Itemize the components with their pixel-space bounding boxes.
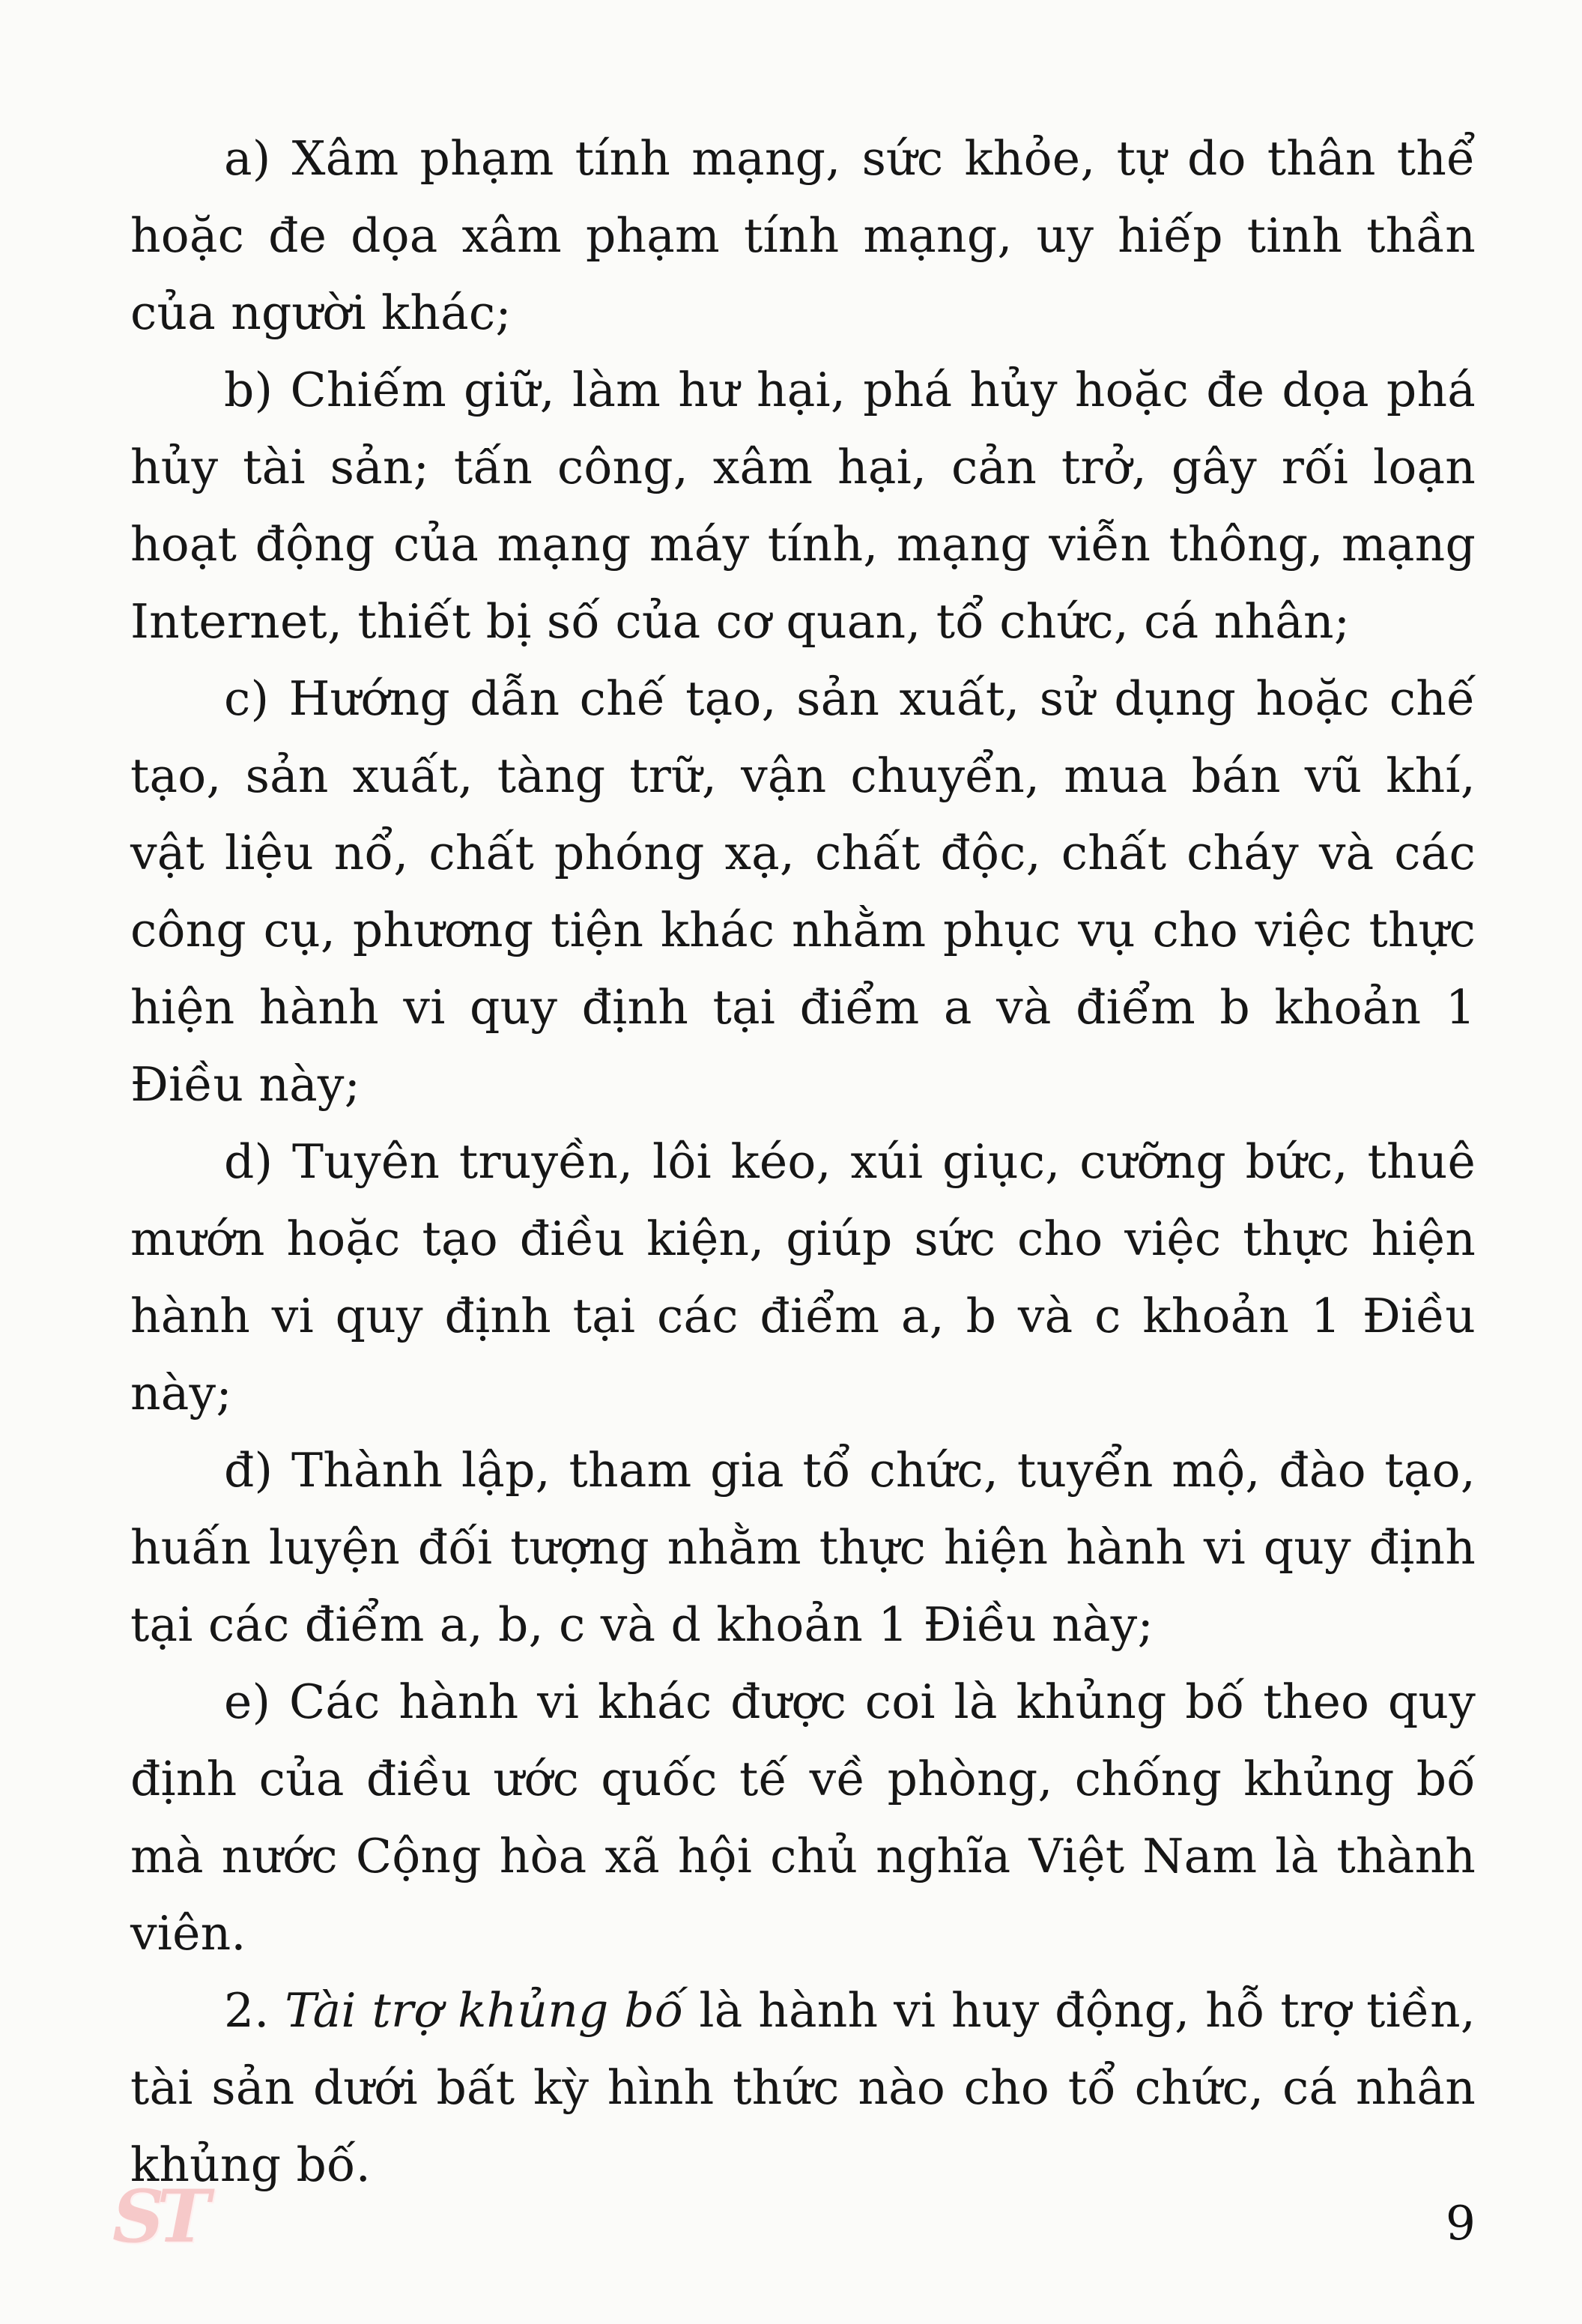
definition-text: là hành vi huy động, hỗ trợ tiền, tài sản dưới bất kỳ hình thức nào cho tổ chức, cá nhân khủng bố. (130, 1983, 1476, 2192)
definition-paragraph (130, 1972, 1476, 2203)
paragraph-c: c) Hướng dẫn chế tạo, sản xuất, sử dụng hoặc chế tạo, sản xuất, tàng trữ, vận chuyển, mua bán vũ khí, vật liệu nổ, chất phóng xạ, chất độc, chất cháy và các công cụ, phương tiện khác nhằm phục vụ cho việc thực hiện hành vi quy định tại điểm a và điểm b khoản 1 Điều này; (130, 671, 1476, 1112)
definition-term: Tài trợ khủng bố (285, 1983, 684, 2038)
paragraph-a: a) Xâm phạm tính mạng, sức khỏe, tự do thân thể hoặc đe dọa xâm phạm tính mạng, uy hiếp tinh thần của người khác; (130, 131, 1476, 340)
paragraph-dd: đ) Thành lập, tham gia tổ chức, tuyển mộ, đào tạo, huấn luyện đối tượng nhằm thực hiện hành vi quy định tại các điểm a, b, c và d khoản 1 Điều này; (130, 1443, 1476, 1652)
paragraph-b: b) Chiếm giữ, làm hư hại, phá hủy hoặc đe dọa phá hủy tài sản; tấn công, xâm hại, cản trở, gây rối loạn hoạt động của mạng máy tính, mạng viễn thông, mạng Internet, thiết bị số của cơ quan, tổ chức, cá nhân; (130, 363, 1476, 649)
page-content (130, 120, 1476, 2203)
paragraph-e: e) Các hành vi khác được coi là khủng bố theo quy định của điều ước quốc tế về phòng, chống khủng bố mà nước Cộng hòa xã hội chủ nghĩa Việt Nam là thành viên. (130, 1674, 1476, 1961)
definition-number: 2. (224, 1983, 285, 2038)
paragraph-d: d) Tuyên truyền, lôi kéo, xúi giục, cưỡng bức, thuê mướn hoặc tạo điều kiện, giúp sức cho việc thực hiện hành vi quy định tại các điểm a, b và c khoản 1 Điều này; (130, 1134, 1476, 1420)
publisher-logo-icon: ST (112, 2174, 203, 2259)
page-number: 9 (1445, 2196, 1476, 2251)
